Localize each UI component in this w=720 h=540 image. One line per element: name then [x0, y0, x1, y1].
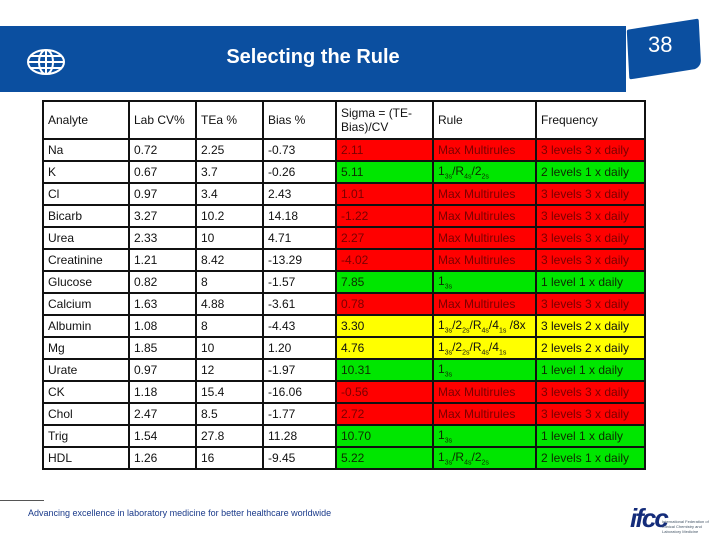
rule-subscript: 3s — [444, 437, 453, 445]
sigma-cell: 5.11 — [336, 161, 433, 183]
tea-cell: 8.42 — [196, 249, 263, 271]
rule-subscript: 3s — [444, 459, 453, 467]
header-cell: Frequency — [536, 101, 645, 139]
rule-text: /4 — [488, 317, 499, 332]
sigma-cell: 4.76 — [336, 337, 433, 359]
sigma-cell: -4.02 — [336, 249, 433, 271]
lab-cv-cell: 0.72 — [129, 139, 196, 161]
rule-table — [42, 100, 646, 470]
analyte-cell: Bicarb — [43, 205, 129, 227]
tea-cell: 3.4 — [196, 183, 263, 205]
rule-subscript: 3s — [444, 283, 453, 291]
rule-text: Max Multirules — [438, 143, 516, 157]
sigma-cell: 2.11 — [336, 139, 433, 161]
analyte-cell: Mg — [43, 337, 129, 359]
analyte-cell: CK — [43, 381, 129, 403]
bias-cell: 14.18 — [263, 205, 336, 227]
rule-subscript: 3s — [444, 371, 453, 379]
bias-cell: 1.20 — [263, 337, 336, 359]
analyte-cell: Albumin — [43, 315, 129, 337]
footer-tagline: Advancing excellence in laboratory medicine for better healthcare worldwide — [28, 508, 332, 518]
bias-cell: -0.73 — [263, 139, 336, 161]
lab-cv-cell: 0.82 — [129, 271, 196, 293]
table-row — [43, 381, 645, 403]
frequency-cell: 3 levels 3 x daily — [536, 381, 645, 403]
header-cell: Rule — [433, 101, 536, 139]
rule-subscript: 2s — [481, 173, 489, 181]
rule-text: /2 — [471, 449, 482, 464]
rule-cell — [433, 403, 536, 425]
frequency-cell: 3 levels 2 x daily — [536, 315, 645, 337]
rule-text: Max Multirules — [438, 407, 516, 421]
rule-cell — [433, 381, 536, 403]
rule-text: /2 — [471, 163, 482, 178]
sigma-cell: 2.27 — [336, 227, 433, 249]
rule-text: 1 — [438, 339, 445, 354]
rule-subscript: 1s — [498, 349, 507, 357]
rule-subscript: 2s — [481, 459, 489, 467]
rule-text: /8x — [506, 317, 526, 332]
frequency-cell: 3 levels 3 x daily — [536, 403, 645, 425]
rule-subscript: 3s — [444, 173, 453, 181]
lab-cv-cell: 1.26 — [129, 447, 196, 469]
rule-subscript: 1s — [498, 327, 507, 335]
rule-cell — [433, 359, 536, 381]
header-cell: Analyte — [43, 101, 129, 139]
table-row — [43, 293, 645, 315]
lab-cv-cell: 1.85 — [129, 337, 196, 359]
rule-text: Max Multirules — [438, 385, 516, 399]
lab-cv-cell: 0.67 — [129, 161, 196, 183]
bias-cell: -0.26 — [263, 161, 336, 183]
rule-cell — [433, 183, 536, 205]
header-cell: TEa % — [196, 101, 263, 139]
lab-cv-cell: 0.97 — [129, 359, 196, 381]
table-row — [43, 205, 645, 227]
bias-cell: -3.61 — [263, 293, 336, 315]
frequency-cell: 3 levels 3 x daily — [536, 293, 645, 315]
analyte-cell: Trig — [43, 425, 129, 447]
rule-subscript: 2s — [462, 349, 470, 357]
rule-cell — [433, 337, 536, 359]
tea-cell: 16 — [196, 447, 263, 469]
bias-cell: 2.43 — [263, 183, 336, 205]
rule-cell — [433, 315, 536, 337]
header-cell: Bias % — [263, 101, 336, 139]
sigma-cell: 1.01 — [336, 183, 433, 205]
tea-cell: 2.25 — [196, 139, 263, 161]
rule-cell — [433, 161, 536, 183]
slide-title: Selecting the Rule — [226, 46, 400, 68]
table-row — [43, 315, 645, 337]
tea-cell: 10 — [196, 227, 263, 249]
sigma-cell: 0.78 — [336, 293, 433, 315]
lab-cv-cell: 3.27 — [129, 205, 196, 227]
table-row — [43, 139, 645, 161]
sigma-cell: -1.22 — [336, 205, 433, 227]
rule-text: Max Multirules — [438, 187, 516, 201]
rule-text: /R — [452, 163, 465, 178]
bias-cell: -1.77 — [263, 403, 336, 425]
rule-text: Max Multirules — [438, 209, 516, 223]
ifcc-logo — [630, 503, 710, 534]
rule-subscript: 4s — [481, 327, 489, 335]
header-cell: Lab CV% — [129, 101, 196, 139]
analyte-cell: HDL — [43, 447, 129, 469]
rule-cell — [433, 271, 536, 293]
rule-text: /2 — [452, 317, 463, 332]
rule-text: 1 — [438, 427, 445, 442]
sigma-cell: 5.22 — [336, 447, 433, 469]
bias-cell: -1.57 — [263, 271, 336, 293]
analyte-cell: Urea — [43, 227, 129, 249]
header-cell: Sigma = (TE-Bias)/CV — [336, 101, 433, 139]
frequency-cell: 1 level 1 x daily — [536, 271, 645, 293]
rule-text: 1 — [438, 317, 445, 332]
rule-text: 1 — [438, 273, 445, 288]
analyte-cell: Na — [43, 139, 129, 161]
rule-cell — [433, 139, 536, 161]
rule-text: /2 — [452, 339, 463, 354]
table-row — [43, 227, 645, 249]
rule-text: Max Multirules — [438, 231, 516, 245]
frequency-cell: 1 level 1 x daily — [536, 425, 645, 447]
rule-subscript: 3s — [444, 327, 453, 335]
rule-cell — [433, 205, 536, 227]
table-header — [43, 101, 645, 139]
sigma-cell: 3.30 — [336, 315, 433, 337]
bias-cell: 4.71 — [263, 227, 336, 249]
table-row — [43, 337, 645, 359]
analyte-cell: K — [43, 161, 129, 183]
tea-cell: 8 — [196, 315, 263, 337]
tea-cell: 12 — [196, 359, 263, 381]
table-row — [43, 183, 645, 205]
bias-cell: -9.45 — [263, 447, 336, 469]
rule-text: 1 — [438, 163, 445, 178]
tea-cell: 8 — [196, 271, 263, 293]
divider — [0, 500, 44, 501]
sigma-cell: -0.56 — [336, 381, 433, 403]
lab-cv-cell: 1.08 — [129, 315, 196, 337]
lab-cv-cell: 1.18 — [129, 381, 196, 403]
rule-text: /4 — [488, 339, 499, 354]
frequency-cell: 3 levels 3 x daily — [536, 249, 645, 271]
table-row — [43, 271, 645, 293]
tea-cell: 10.2 — [196, 205, 263, 227]
logo-caption: International Federation of Clinical Chemistry and Laboratory Medicine — [662, 519, 709, 534]
analyte-cell: Chol — [43, 403, 129, 425]
rule-text: 1 — [438, 361, 445, 376]
sigma-cell: 2.72 — [336, 403, 433, 425]
rule-cell — [433, 249, 536, 271]
table-row — [43, 425, 645, 447]
lab-cv-cell: 2.47 — [129, 403, 196, 425]
table-row — [43, 161, 645, 183]
tea-cell: 4.88 — [196, 293, 263, 315]
analyte-cell: Glucose — [43, 271, 129, 293]
rule-subscript: 3s — [444, 349, 453, 357]
tea-cell: 3.7 — [196, 161, 263, 183]
table-row — [43, 359, 645, 381]
rule-subscript: 4s — [481, 349, 489, 357]
page-number: 38 — [648, 32, 673, 57]
rule-text: /R — [469, 339, 482, 354]
rule-text: /R — [469, 317, 482, 332]
rule-subscript: 4s — [464, 459, 472, 467]
logo-text: ifcc — [630, 503, 667, 533]
frequency-cell: 3 levels 3 x daily — [536, 139, 645, 161]
title-banner — [0, 26, 626, 92]
bias-cell: -13.29 — [263, 249, 336, 271]
sigma-cell: 7.85 — [336, 271, 433, 293]
tea-cell: 8.5 — [196, 403, 263, 425]
sigma-cell: 10.31 — [336, 359, 433, 381]
frequency-cell: 2 levels 1 x daily — [536, 447, 645, 469]
lab-cv-cell: 1.21 — [129, 249, 196, 271]
lab-cv-cell: 1.63 — [129, 293, 196, 315]
tea-cell: 27.8 — [196, 425, 263, 447]
rule-cell — [433, 293, 536, 315]
frequency-cell: 3 levels 3 x daily — [536, 183, 645, 205]
rule-text: Max Multirules — [438, 253, 516, 267]
frequency-cell: 1 level 1 x daily — [536, 359, 645, 381]
rule-subscript: 2s — [462, 327, 470, 335]
bias-cell: 11.28 — [263, 425, 336, 447]
frequency-cell: 3 levels 3 x daily — [536, 205, 645, 227]
analyte-cell: Urate — [43, 359, 129, 381]
lab-cv-cell: 2.33 — [129, 227, 196, 249]
analyte-cell: Cl — [43, 183, 129, 205]
bias-cell: -1.97 — [263, 359, 336, 381]
table-row — [43, 249, 645, 271]
rule-cell — [433, 425, 536, 447]
rule-subscript: 4s — [464, 173, 472, 181]
rule-cell — [433, 227, 536, 249]
bias-cell: -4.43 — [263, 315, 336, 337]
rule-text: 1 — [438, 449, 445, 464]
bias-cell: -16.06 — [263, 381, 336, 403]
tea-cell: 10 — [196, 337, 263, 359]
analyte-cell: Creatinine — [43, 249, 129, 271]
analyte-cell: Calcium — [43, 293, 129, 315]
table-row — [43, 403, 645, 425]
lab-cv-cell: 1.54 — [129, 425, 196, 447]
frequency-cell: 3 levels 3 x daily — [536, 227, 645, 249]
rule-cell — [433, 447, 536, 469]
sigma-cell: 10.70 — [336, 425, 433, 447]
rule-text: Max Multirules — [438, 297, 516, 311]
frequency-cell: 2 levels 1 x daily — [536, 161, 645, 183]
table-row — [43, 447, 645, 469]
frequency-cell: 2 levels 2 x daily — [536, 337, 645, 359]
lab-cv-cell: 0.97 — [129, 183, 196, 205]
tea-cell: 15.4 — [196, 381, 263, 403]
rule-text: /R — [452, 449, 465, 464]
